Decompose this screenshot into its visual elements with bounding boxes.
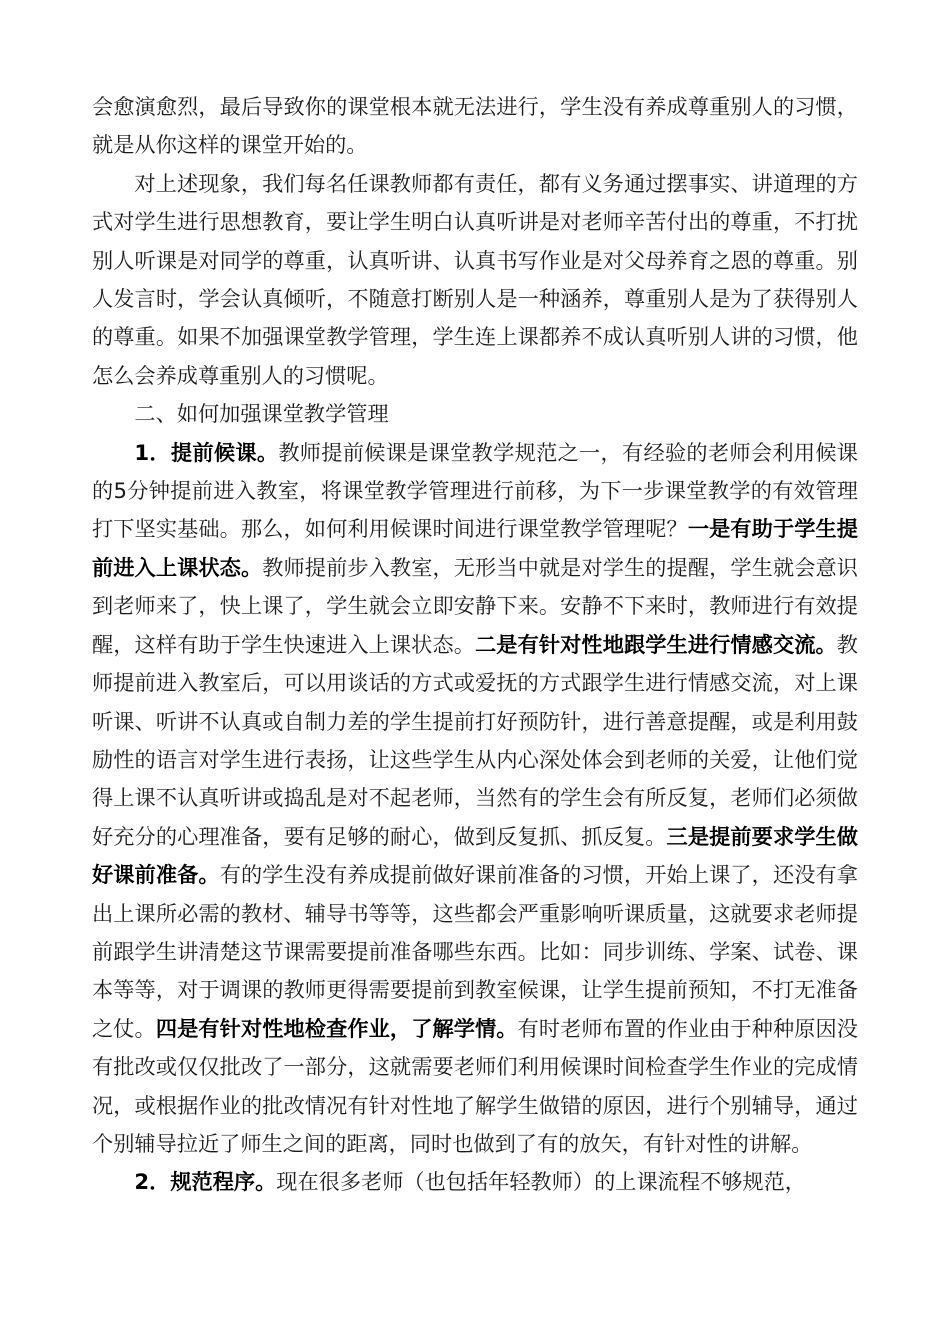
subpoint-3-text: 有的学生没有养成提前做好课前准备的习惯，开始上课了，还没有拿出上课所必需的教材、辅导书等等，这些都会严重影响听课质量，这就要求老师提前跟学生讲清楚这节课需要提前准备哪些东西。比如：同步训练、学案、试卷、课本等等，对于调课的教师更得需要提前到教室候课，让学生提前预知，不打无准备之仗。 [92,862,858,1041]
paragraph-early-attendance [92,434,858,1164]
section-heading: 二、如何加强课堂教学管理 [134,401,389,427]
paragraph-responsibility: 对上述现象，我们每名任课教师都有责任，都有义务通过摆事实、讲道理的方式对学生进行思想教育，要让学生明白认真听讲是对老师辛苦付出的尊重，不打扰别人听课是对同学的尊重，认真听讲、认真书写作业是对父母养育之恩的尊重。别人发言时，学会认真倾听，不随意打断别人是一种涵养，尊重别人是为了获得别人的尊重。如果不加强课堂教学管理，学生连上课都养不成认真听别人讲的习惯，他怎么会养成尊重别人的习惯呢。 [92,170,858,388]
subpoint-4-text: 有时老师布置的作业由于种种原因没有批改或仅仅批改了一部分，这就需要老师们利用候课时间检查学生作业的完成情况，或根据作业的批改情况有针对性地了解学生做错的原因，进行个别辅导，通过个别辅导拉近了师生之间的距离，同时也做到了有的放矢，有针对性的讲解。 [92,1015,858,1156]
paragraph-standard-procedure [92,1163,858,1201]
point-text-1: 教师提前候课是课堂教学规范之一，有经验的老师会利用候课的5分钟提前进入教室，将课堂教学管理进行前移，为下一步课堂教学的有效管理打下坚实基础。那么，如何利用候课时间进行课堂教学管理呢？ [92,439,858,542]
subpoint-1-text: 教师提前步入教室，无形当中就是对学生的提醒，学生就会意识到老师来了，快上课了，学生就会立即安静下来。安静不下来时，教师进行有效提醒，这样有助于学生快速进入上课状态。 [92,554,858,657]
subpoint-1-heading: 一是有助于学生提前进入上课状态。 [92,516,858,580]
subpoint-3-heading: 三是提前要求学生做好课前准备。 [92,823,858,888]
paragraph-continuation: 会愈演愈烈，最后导致你的课堂根本就无法进行，学生没有养成尊重别人的习惯，就是从你这样的课堂开始的。 [92,94,858,158]
point-heading-1: 1．提前候课。 [134,439,279,465]
subpoint-2-text: 教师提前进入教室后，可以用谈话的方式或爱抚的方式跟学生进行情感交流，对上课听课、听讲不认真或自制力差的学生提前打好预防针，进行善意提醒，或是利用鼓励性的语言对学生进行表扬，让这些学生从内心深处体会到老师的关爱，让他们觉得上课不认真听讲或捣乱是对不起老师，当然有的学生会有所反复，老师们必须做好充分的心理准备，要有足够的耐心，做到反复抓、抓反复。 [92,631,858,849]
document-page [92,88,858,1202]
point-heading-2: 2．规范程序。 [134,1169,277,1195]
subpoint-2-heading: 二是有针对性地跟学生进行情感交流。 [475,631,837,657]
point-text-2: 现在很多老师（也包括年轻教师）的上课流程不够规范， [276,1169,806,1195]
subpoint-4-heading: 四是有针对性地检查作业，了解学情。 [155,1015,518,1041]
